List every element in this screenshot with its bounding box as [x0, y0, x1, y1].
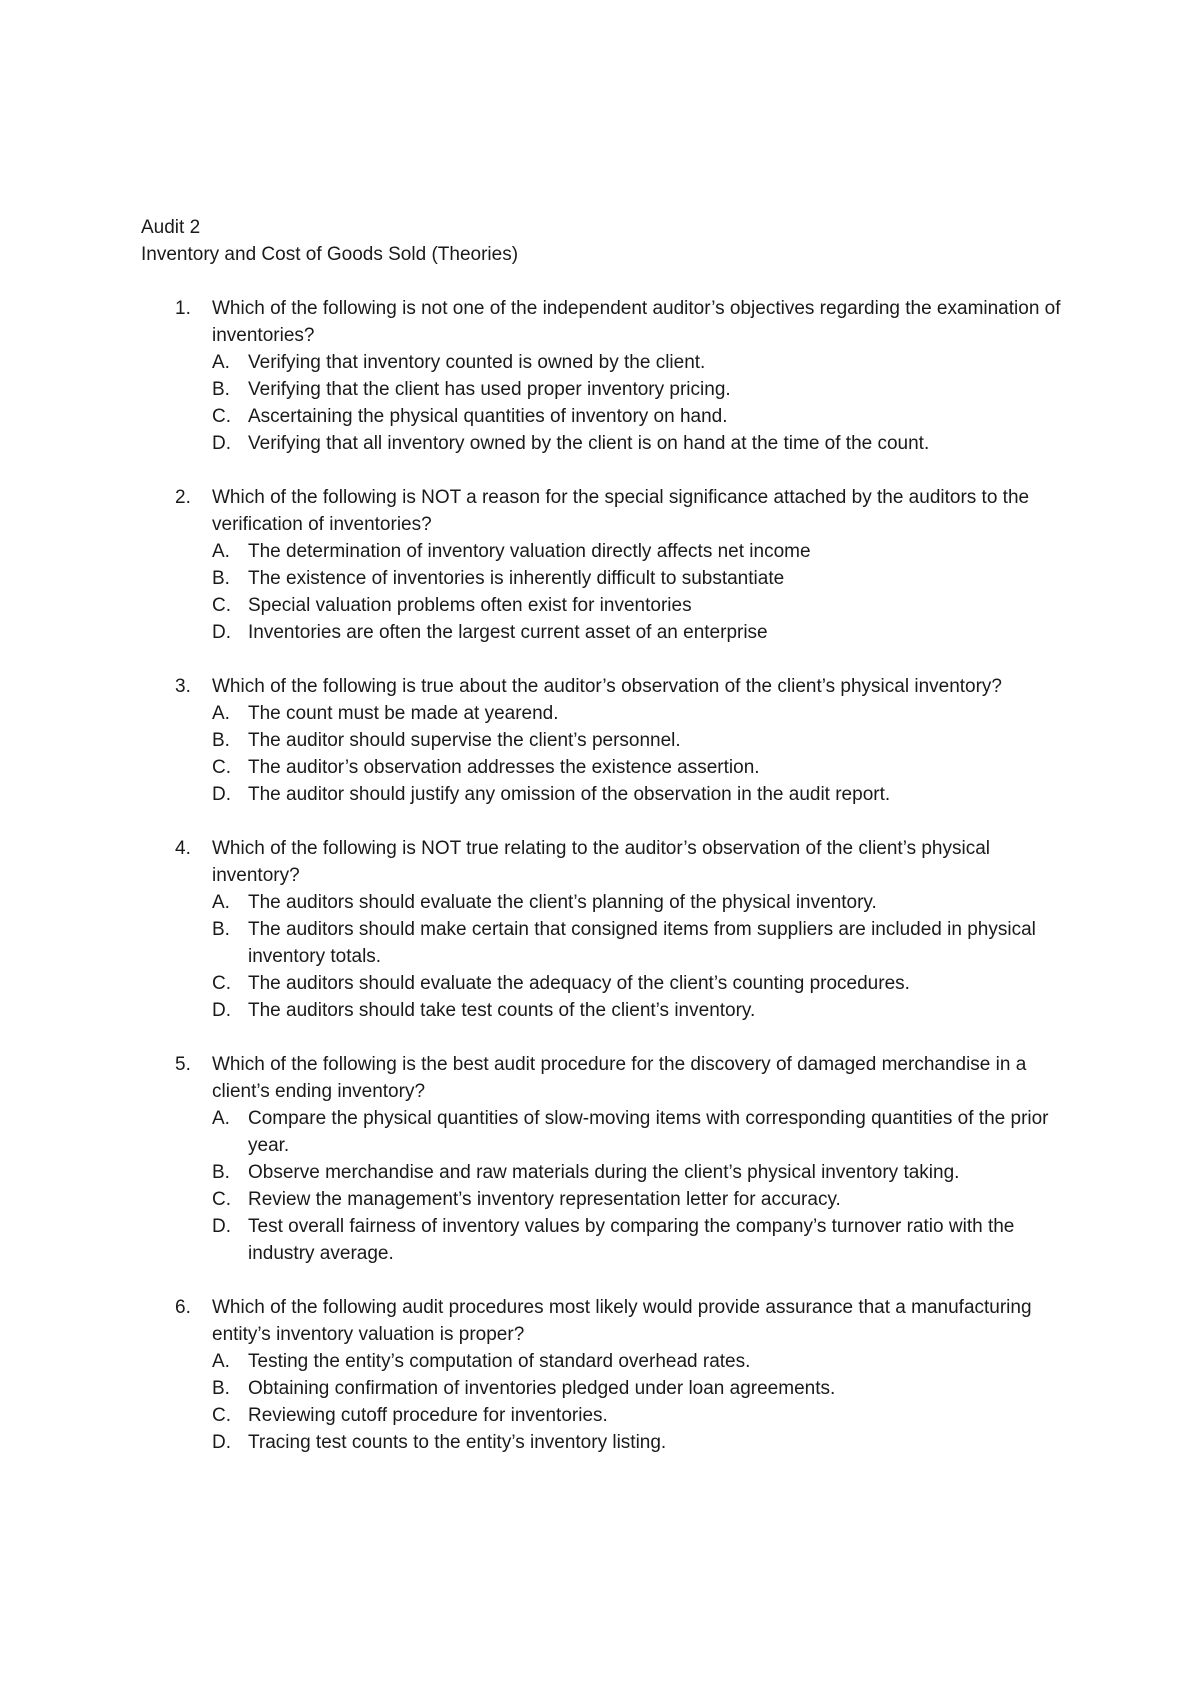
- question-number: 1.: [175, 298, 191, 319]
- choice-letter: B.: [212, 1378, 230, 1399]
- choice-list: [212, 349, 1081, 457]
- question-list: [141, 295, 1081, 1456]
- choice-item: [212, 1402, 1081, 1429]
- choice-text: Verifying that all inventory owned by the client is on hand at the time of the count.: [248, 433, 930, 454]
- choice-letter: A.: [212, 892, 230, 913]
- choice-text: The count must be made at yearend.: [248, 703, 559, 724]
- choice-text: Ascertaining the physical quantities of inventory on hand.: [248, 406, 728, 427]
- choice-text: Verifying that the client has used proper inventory pricing.: [248, 379, 731, 400]
- choice-text: The auditor should supervise the client’s personnel.: [248, 730, 681, 751]
- choice-text: Observe merchandise and raw materials during the client’s physical inventory taking.: [248, 1162, 960, 1183]
- choice-item: [212, 538, 1081, 565]
- choice-item: [212, 376, 1081, 403]
- question-item: [141, 1294, 1081, 1456]
- choice-text: Test overall fairness of inventory values by comparing the company’s turnover ratio with the industry average.: [248, 1216, 1015, 1264]
- choice-text: Obtaining confirmation of inventories pledged under loan agreements.: [248, 1378, 836, 1399]
- choice-letter: D.: [212, 433, 231, 454]
- choice-item: [212, 916, 1081, 970]
- choice-letter: D.: [212, 622, 231, 643]
- question-text: Which of the following is not one of the independent auditor’s objectives regarding the examination of inventories?: [212, 298, 1061, 346]
- choice-list: [212, 538, 1081, 646]
- question-text: Which of the following is true about the auditor’s observation of the client’s physical inventory?: [212, 676, 1003, 697]
- choice-item: [212, 1348, 1081, 1375]
- choice-item: [212, 727, 1081, 754]
- question-item: [141, 835, 1081, 1024]
- choice-item: [212, 430, 1081, 457]
- choice-text: Compare the physical quantities of slow-moving items with corresponding quantities of the prior year.: [248, 1108, 1049, 1156]
- choice-text: The auditors should evaluate the client’s planning of the physical inventory.: [248, 892, 877, 913]
- choice-list: [212, 1348, 1081, 1456]
- choice-text: The auditors should take test counts of the client’s inventory.: [248, 1000, 756, 1021]
- question-item: [141, 673, 1081, 808]
- choice-item: [212, 1159, 1081, 1186]
- choice-letter: A.: [212, 352, 230, 373]
- question-number: 2.: [175, 487, 191, 508]
- choice-text: Reviewing cutoff procedure for inventories.: [248, 1405, 608, 1426]
- choice-item: [212, 1186, 1081, 1213]
- choice-letter: C.: [212, 1405, 231, 1426]
- choice-item: [212, 700, 1081, 727]
- question-number: 3.: [175, 676, 191, 697]
- choice-letter: B.: [212, 919, 230, 940]
- choice-letter: A.: [212, 703, 230, 724]
- course-title: Audit 2: [141, 217, 201, 238]
- question-item: [141, 1051, 1081, 1267]
- choice-letter: A.: [212, 541, 230, 562]
- choice-letter: B.: [212, 730, 230, 751]
- choice-item: [212, 997, 1081, 1024]
- topic-title: Inventory and Cost of Goods Sold (Theories): [141, 244, 519, 265]
- choice-item: [212, 565, 1081, 592]
- choice-letter: D.: [212, 784, 231, 805]
- choice-text: Tracing test counts to the entity’s inventory listing.: [248, 1432, 667, 1453]
- choice-text: The auditor should justify any omission of the observation in the audit report.: [248, 784, 891, 805]
- choice-item: [212, 403, 1081, 430]
- choice-item: [212, 1429, 1081, 1456]
- choice-letter: B.: [212, 568, 230, 589]
- choice-text: Special valuation problems often exist for inventories: [248, 595, 692, 616]
- choice-text: The existence of inventories is inherently difficult to substantiate: [248, 568, 785, 589]
- choice-letter: B.: [212, 379, 230, 400]
- choice-item: [212, 1375, 1081, 1402]
- document-page: [141, 214, 1081, 1483]
- question-item: [141, 484, 1081, 646]
- choice-item: [212, 349, 1081, 376]
- choice-list: [212, 889, 1081, 1024]
- choice-item: [212, 889, 1081, 916]
- question-number: 4.: [175, 838, 191, 859]
- choice-text: The auditors should make certain that consigned items from suppliers are included in physical inventory totals.: [248, 919, 1036, 967]
- question-text: Which of the following audit procedures most likely would provide assurance that a manufacturing entity’s inventory valuation is proper?: [212, 1297, 1032, 1345]
- question-text: Which of the following is the best audit procedure for the discovery of damaged merchandise in a client’s ending inventory?: [212, 1054, 1027, 1102]
- choice-text: Testing the entity’s computation of standard overhead rates.: [248, 1351, 751, 1372]
- choice-list: [212, 700, 1081, 808]
- question-text: Which of the following is NOT true relating to the auditor’s observation of the client’s physical inventory?: [212, 838, 990, 886]
- choice-letter: D.: [212, 1432, 231, 1453]
- choice-text: Inventories are often the largest current asset of an enterprise: [248, 622, 768, 643]
- choice-item: [212, 1213, 1081, 1267]
- choice-text: The auditor’s observation addresses the existence assertion.: [248, 757, 760, 778]
- choice-text: The determination of inventory valuation directly affects net income: [248, 541, 811, 562]
- choice-letter: A.: [212, 1351, 230, 1372]
- choice-letter: C.: [212, 406, 231, 427]
- choice-list: [212, 1105, 1081, 1267]
- choice-letter: A.: [212, 1108, 230, 1129]
- choice-item: [212, 592, 1081, 619]
- question-text: Which of the following is NOT a reason for the special significance attached by the auditors to the verification of inventories?: [212, 487, 1030, 535]
- choice-text: Review the management’s inventory representation letter for accuracy.: [248, 1189, 841, 1210]
- choice-letter: C.: [212, 595, 231, 616]
- choice-text: Verifying that inventory counted is owned by the client.: [248, 352, 706, 373]
- choice-letter: D.: [212, 1216, 231, 1237]
- choice-item: [212, 781, 1081, 808]
- choice-item: [212, 1105, 1081, 1159]
- choice-letter: D.: [212, 1000, 231, 1021]
- choice-item: [212, 970, 1081, 997]
- choice-letter: C.: [212, 973, 231, 994]
- choice-letter: B.: [212, 1162, 230, 1183]
- question-item: [141, 295, 1081, 457]
- choice-text: The auditors should evaluate the adequacy of the client’s counting procedures.: [248, 973, 910, 994]
- choice-item: [212, 754, 1081, 781]
- question-number: 5.: [175, 1054, 191, 1075]
- question-number: 6.: [175, 1297, 191, 1318]
- choice-item: [212, 619, 1081, 646]
- choice-letter: C.: [212, 757, 231, 778]
- choice-letter: C.: [212, 1189, 231, 1210]
